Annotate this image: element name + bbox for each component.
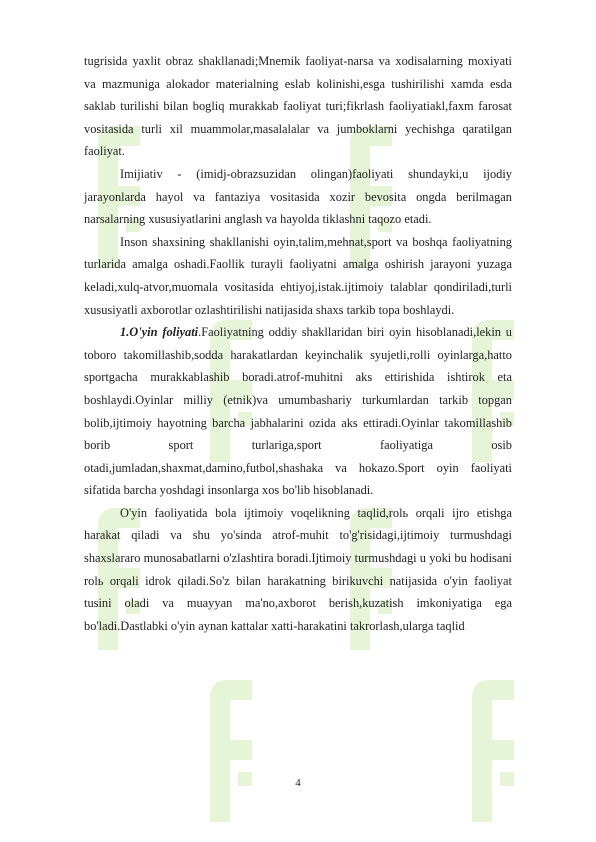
page-number: 4: [295, 777, 301, 789]
paragraph-continuation: tugrisida yaxlit obraz shakllanadi;Mnemik faoliyat-narsa va xodisalarning moxiyati va mazmuniga alokador materialning eslab kolinishi,esga tushirilishi xamda esda saklab turilishi bilan bogliq murakkab faoliyat turi;fikrlash faoliyatiakl,faxm farosat vositasida turli xil muammolar,masalalalar va jumboklarni yechishga qaratilgan faoliyat.: [84, 54, 512, 159]
paragraph-oyin-faoliyati: [84, 321, 512, 502]
section-heading: 1.O'yin foliyati: [120, 325, 199, 340]
paragraph-shaxs-shakllanishi: Inson shaxsining shakllanishi oyin,talim,mehnat,sport va boshqa faoliyatning turlarida amalga oshadi.Faollik turayli faoliyatni amalga oshirish jarayoni yuzaga keladi,xulq-atvor,muomala vositasida ehtiyoj,istak.ijtimoiy talablar qondiriladi,turli xususiyatli axborotlar ozlashtirilishi natijasida shaxs tarkib topa boshlaydi.: [84, 234, 512, 317]
logo-watermark-icon: [452, 672, 552, 832]
paragraph-taqlid: O'yin faoliyatida bola ijtimoiy voqelikning taqlid,rolь orqali ijro etishga harakat qiladi va shu yo'sinda atrof-muhit to'g'risidagi,ijtimoiy turmushdagi shaxslararo munosabatlarni o'zlashtira boradi.Ijtimoiy turmushdagi u yoki bu hodisani rolь orqali idrok qiladi.So'z bilan harakatning birikuvchi natijasida o'yin faoliyat tusini oladi va muayyan ma'no,axborot berish,kuzatish imkoniyatiga ega bo'ladi.Dastlabki o'yin aynan kattalar xatti-harakatini takrorlash,ularga taqlid: [84, 505, 512, 633]
logo-watermark-icon: [190, 672, 290, 832]
paragraph-oyin-text: .Faoliyatning oddiy shakllaridan biri oyin hisoblanadi,lekin u toboro takomillashib,sodda harakatlardan keyinchalik syujetli,rolli oyinlarga,hatto sportgacha murakkablashib boradi.atrof-muhitni aks ettirishida ishtirok eta boshlaydi.Oyinlar milliy (etnik)va umumbashariy turkumlardan tarkib topgan bolib,ijtimoiy hayotning barcha jabhalarini ozida aks ettiradi.Oyinlar takomillashib borib sport turlariga,sport faoliyatiga osib otadi,jumladan,shaxmat,damino,futbol,shashaka va hokazo.Sport oyin faoliyati sifatida barcha yoshdagi insonlarga xos bo'lib hisoblanadi.: [84, 325, 512, 498]
document-body: [84, 50, 512, 637]
paragraph-imijiativ: Imijiativ - (imidj-obrazsuzidan olingan)faoliyati shundayki,u ijodiy jarayonlarda hayol va fantaziya vositasida xozir bevosita ongda berilmagan narsalarning xususiyatlarini anglash va hayolda tiklashni taqozo etadi.: [84, 166, 512, 227]
